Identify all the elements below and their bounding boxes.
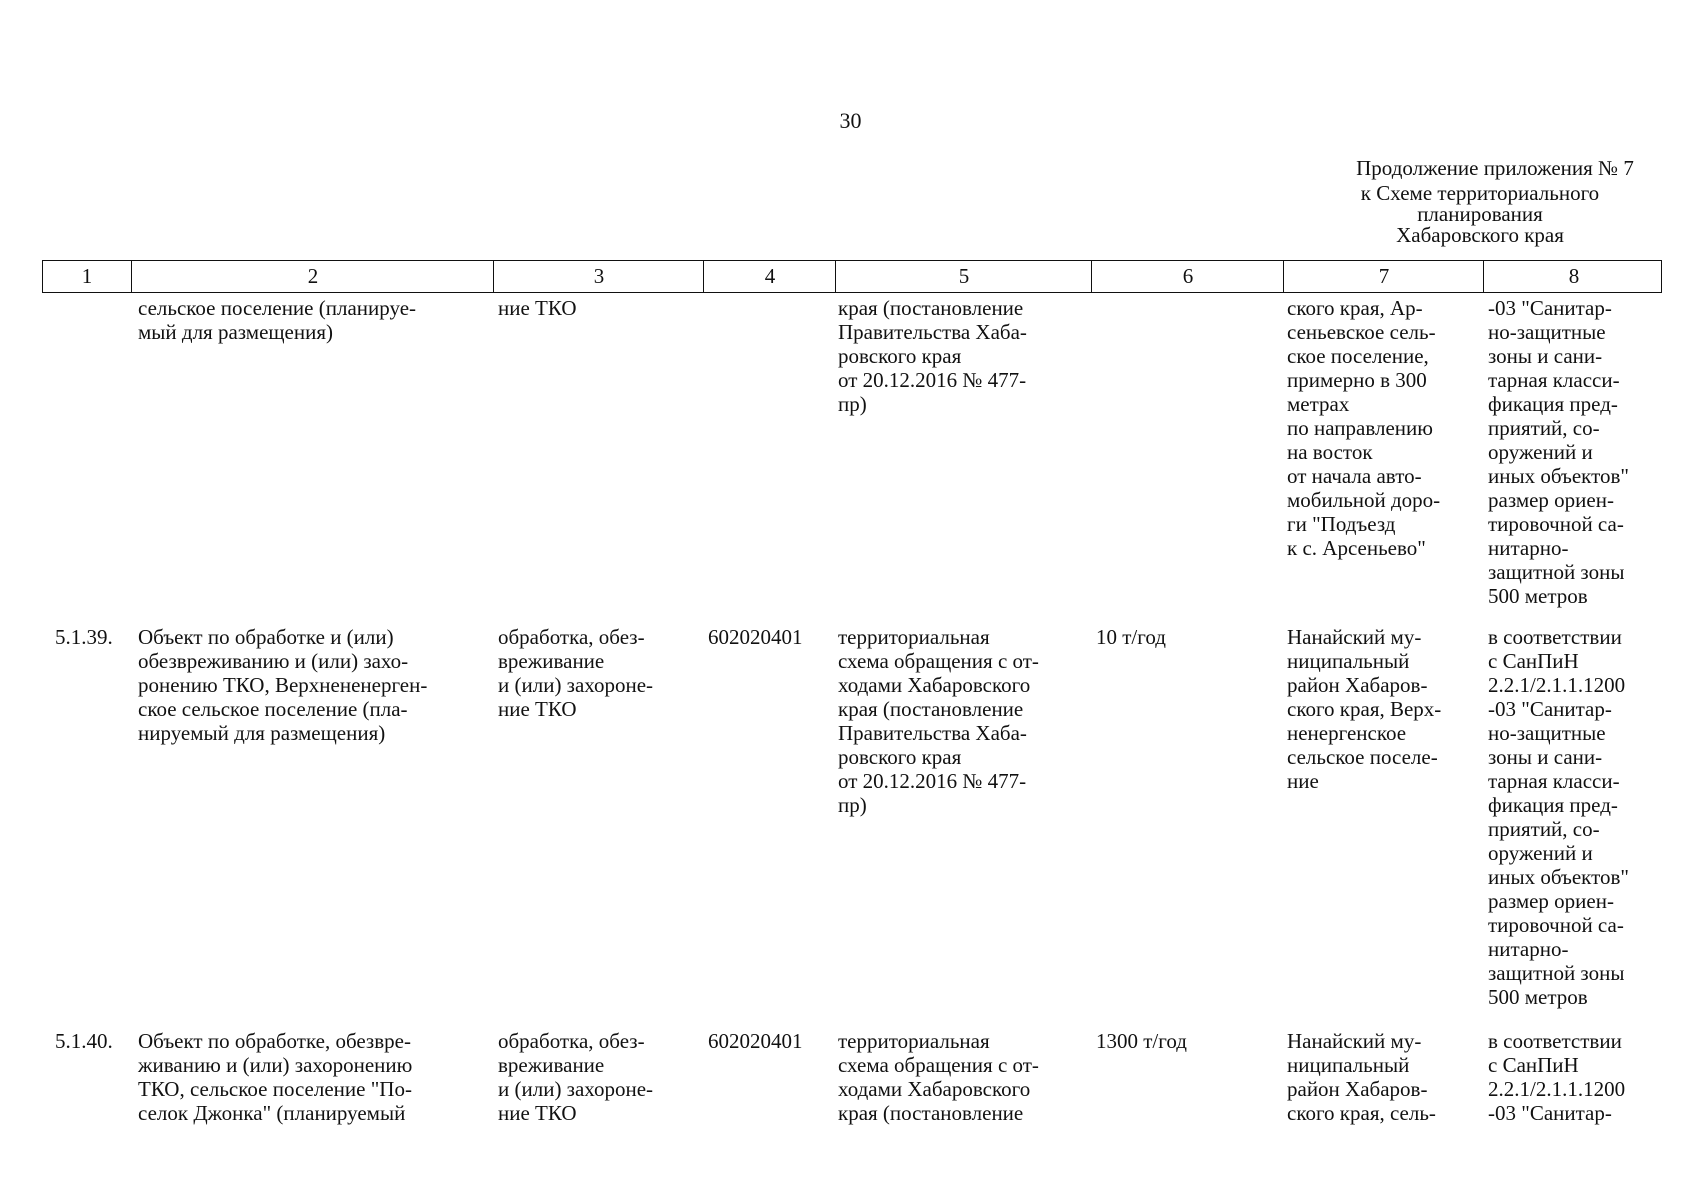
table-cell: сельское поселение (планируе- мый для размещения): [138, 296, 417, 344]
page-number: 30: [839, 108, 862, 133]
table-cell: 1300 т/год: [1096, 1029, 1187, 1053]
table-cell: обработка, обез- вреживание и (или) захороне- ние ТКО: [498, 625, 654, 721]
appendix-line-2: к Схеме территориального: [1360, 181, 1600, 205]
appendix-caption: [1290, 158, 1670, 246]
column-header-4: 4: [703, 261, 836, 292]
table-cell: -03 "Санитар- но-защитные зоны и сани- тарная класси- фикация пред- приятий, со- оружений и иных объектов" размер ориен- тировочной са- нитарно- защитной зоны 500 метров: [1488, 296, 1629, 608]
column-header-5: 5: [835, 261, 1092, 292]
column-header-7: 7: [1283, 261, 1484, 292]
appendix-line-3: планирования: [1417, 202, 1543, 226]
table-cell: территориальная схема обращения с от- ходами Хабаровского края (постановление: [838, 1029, 1039, 1125]
table-cell: в соответствии с СанПиН 2.2.1/2.1.1.1200 -03 "Санитар- но-защитные зоны и сани- тарная класси- фикация пред- приятий, со- оружений и иных объектов" размер ориен- тировочной са- нитарно- защитной зоны 500 метров: [1488, 625, 1629, 1009]
table-cell: ского края, Ар- сеньевское сель- ское поселение, примерно в 300 метрах по направлению на восток от начала авто- мобильной доро- ги "Подъезд к с. Арсеньево": [1287, 296, 1441, 560]
table-cell: в соответствии с СанПиН 2.2.1/2.1.1.1200 -03 "Санитар-: [1488, 1029, 1626, 1125]
table-cell: 602020401: [708, 1029, 803, 1053]
appendix-line-4: Хабаровского края: [1396, 223, 1564, 247]
table-cell: ние ТКО: [498, 296, 577, 320]
column-header-1: 1: [81, 264, 93, 288]
appendix-line-1: Продолжение приложения № 7: [1356, 156, 1634, 180]
table-cell: Объект по обработке и (или) обезвреживанию и (или) захо- ронению ТКО, Верхнененерген- ское сельское поселение (пла- нируемый для размещения): [138, 625, 428, 745]
column-header-8: 8: [1483, 261, 1664, 292]
table-cell: территориальная схема обращения с от- ходами Хабаровского края (постановление Правительства Хаба- ровского края от 20.12.2016 № 477- пр): [838, 625, 1039, 817]
table-cell: Нанайский му- ниципальный район Хабаров- ского края, сель-: [1287, 1029, 1436, 1125]
column-header-2: 2: [131, 261, 494, 292]
column-header-6: 6: [1091, 261, 1284, 292]
table-cell: края (постановление Правительства Хаба- ровского края от 20.12.2016 № 477- пр): [838, 296, 1027, 416]
table-cell: Нанайский му- ниципальный район Хабаров- ского края, Верх- ненергенское сельское поселе- ние: [1287, 625, 1442, 793]
table-cell: 10 т/год: [1096, 625, 1166, 649]
table-cell: 5.1.39.: [55, 625, 113, 649]
table-header-row: [42, 260, 1662, 293]
table-cell: 5.1.40.: [55, 1029, 113, 1053]
table-cell: Объект по обработке, обезвре- живанию и (или) захоронению ТКО, сельское поселение "По- селок Джонка" (планируемый: [138, 1029, 413, 1125]
table-cell: 602020401: [708, 625, 803, 649]
column-header-3: 3: [493, 261, 704, 292]
table-cell: обработка, обез- вреживание и (или) захороне- ние ТКО: [498, 1029, 654, 1125]
